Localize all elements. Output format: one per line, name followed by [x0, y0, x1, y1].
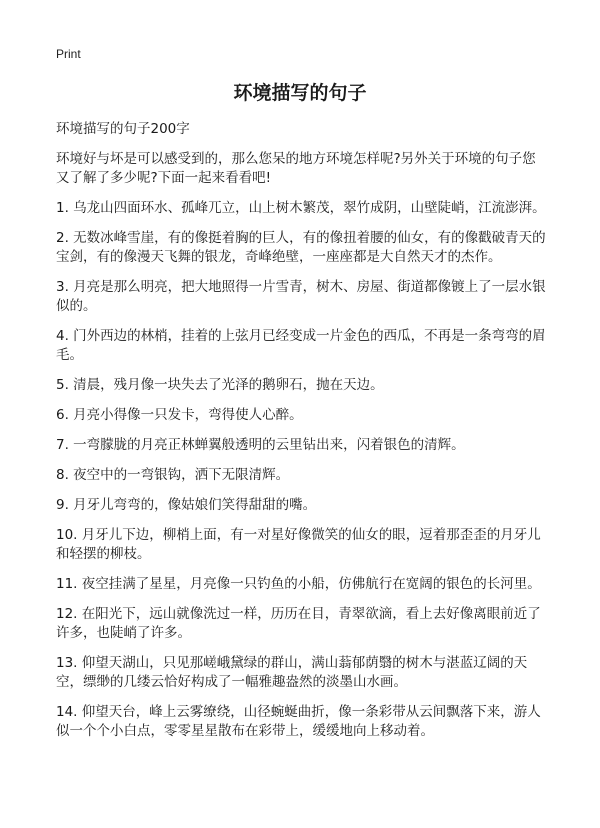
list-item: 2. 无数冰峰雪崖，有的像挺着胸的巨人，有的像扭着腰的仙女，有的像戳破青天的宝剑，有的像漫天飞舞的银龙，奇峰绝壁，一座座都是大自然天才的杰作。: [56, 230, 546, 265]
list-item: 6. 月亮小得像一只发卡，弯得使人心醉。: [56, 407, 303, 423]
list-item: 1. 乌龙山四面环水、孤峰兀立，山上树木繁茂，翠竹成阴，山壁陡峭，江流澎湃。: [56, 200, 546, 216]
sentence-list: [56, 199, 548, 741]
list-item: 9. 月牙儿弯弯的，像姑娘们笑得甜甜的嘴。: [56, 497, 317, 513]
article-title: 环境描写的句子: [233, 82, 367, 104]
list-item: 14. 仰望天台，峰上云雾缭绕，山径蜿蜒曲折，像一条彩带从云间飘落下来，游人似一个个小白点，零零星星散布在彩带上，缓缓地向上移动着。: [56, 704, 541, 739]
list-item: 12. 在阳光下，远山就像洗过一样，历历在目，青翠欲滴，看上去好像离眼前近了许多，也陡峭了许多。: [56, 606, 541, 641]
article-content: [56, 120, 548, 752]
article-subtitle: 环境描写的句子200字: [56, 121, 190, 137]
article-intro: 环境好与坏是可以感受到的，那么您呆的地方环境怎样呢?另外关于环境的句子您又了解了多少呢?下面一起来看看吧!: [56, 151, 536, 186]
list-item: 7. 一弯朦胧的月亮正林蝉翼般透明的云里钻出来，闪着银色的清辉。: [56, 437, 465, 453]
list-item: 11. 夜空挂满了星星，月亮像一只钓鱼的小船，仿佛航行在宽阔的银色的长河里。: [56, 576, 541, 592]
list-item: 3. 月亮是那么明亮，把大地照得一片雪青，树木、房屋、街道都像镀上了一层水银似的。: [56, 279, 546, 314]
list-item: 10. 月牙儿下边，柳梢上面，有一对星好像微笑的仙女的眼，逗着那歪歪的月牙儿和轻摆的柳枝。: [56, 527, 541, 562]
list-item: 8. 夜空中的一弯银钩，洒下无限清辉。: [56, 467, 290, 483]
list-item: 5. 清晨，残月像一块失去了光泽的鹅卵石，抛在天边。: [56, 377, 384, 393]
list-item: 4. 门外西边的林梢，挂着的上弦月已经变成一片金色的西瓜，不再是一条弯弯的眉毛。: [56, 328, 546, 363]
print-link[interactable]: Print: [56, 47, 81, 61]
list-item: 13. 仰望天湖山，只见那嵯峨黛绿的群山，满山蓊郁荫翳的树木与湛蓝辽阔的天空，缥缈的几缕云恰好构成了一幅雅趣盎然的淡墨山水画。: [56, 655, 528, 690]
